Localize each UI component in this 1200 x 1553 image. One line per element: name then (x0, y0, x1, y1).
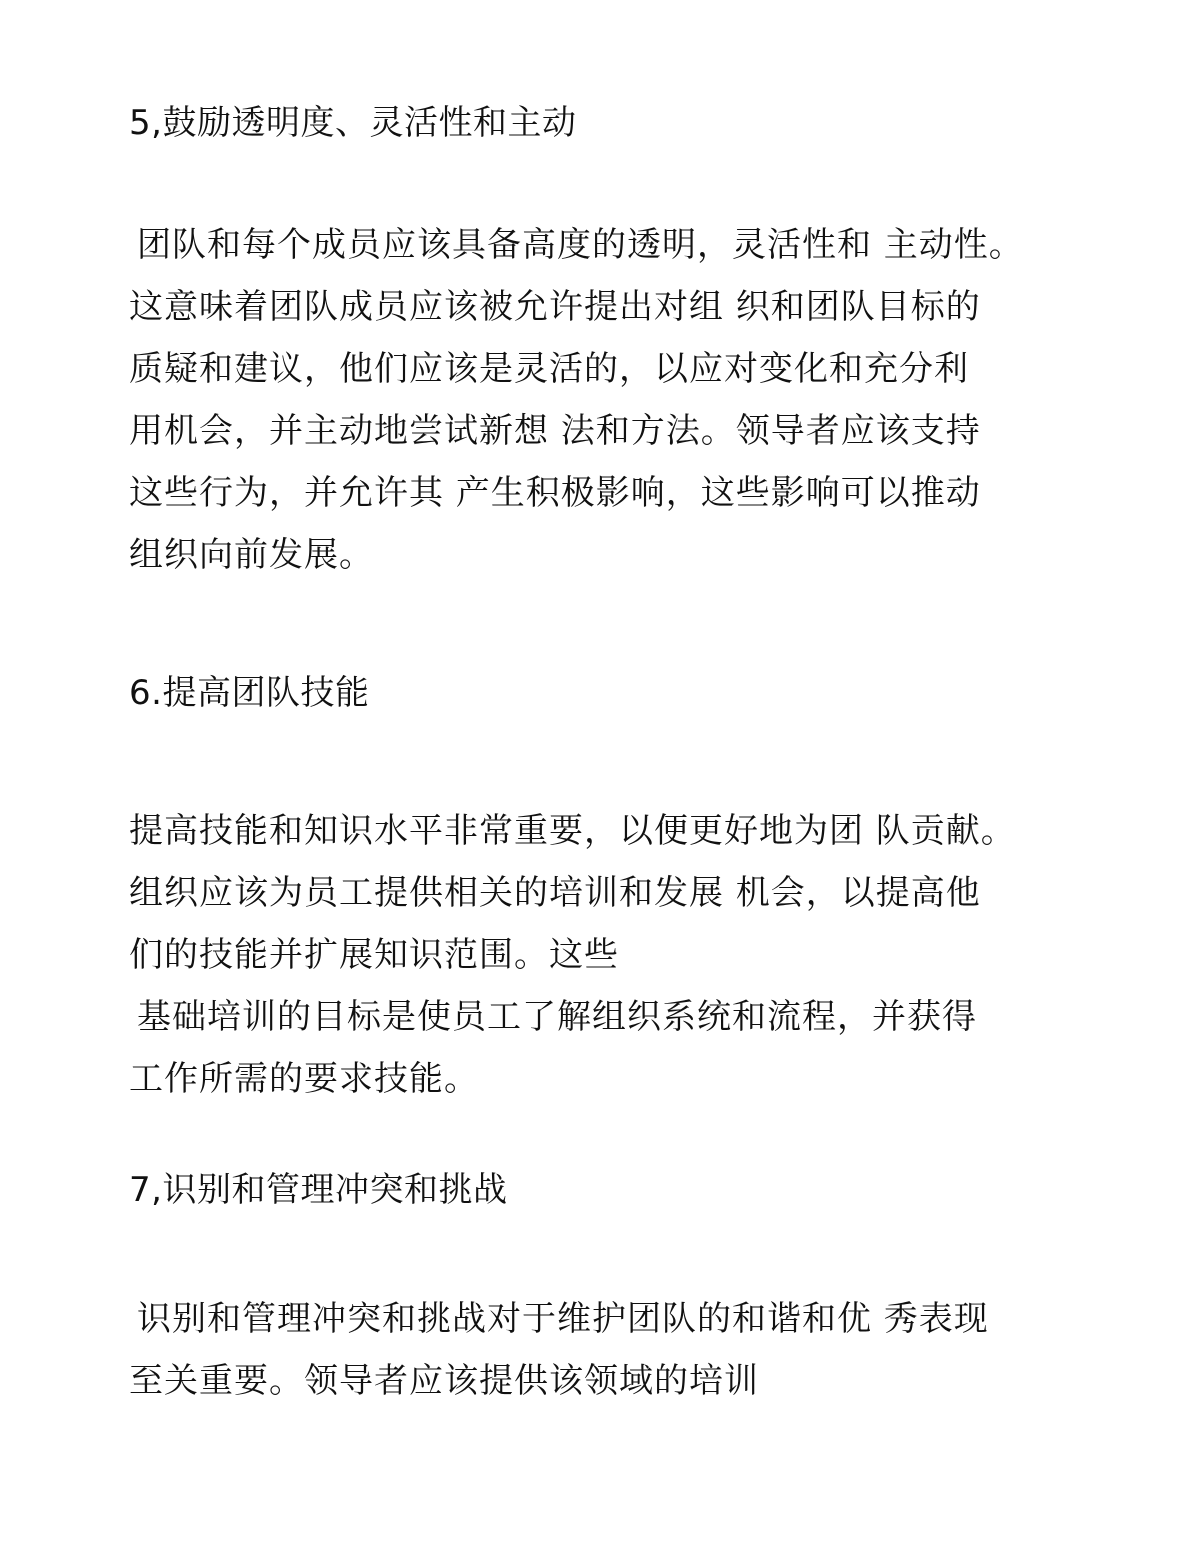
paragraph-line: 工作所需的要求技能。 (129, 1059, 479, 1099)
section-paragraph-6 (129, 800, 1129, 1110)
section-paragraph-5 (129, 214, 1129, 586)
paragraph-line: 团队和每个成员应该具备高度的透明，灵活性和 主动性。 (137, 225, 1024, 265)
paragraph-line: 质疑和建议，他们应该是灵活的，以应对变化和充分利 (129, 349, 969, 389)
paragraph-line: 组织应该为员工提供相关的培训和发展 机会，以提高他 (129, 873, 981, 913)
paragraph-line: 基础培训的目标是使员工了解组织系统和流程，并获得 (137, 997, 977, 1037)
section-heading-6: 6.提高团队技能 (129, 673, 370, 713)
paragraph-line: 这意味着团队成员应该被允许提出对组 织和团队目标的 (129, 287, 981, 327)
section-paragraph-7 (129, 1288, 1129, 1412)
paragraph-line: 至关重要。领导者应该提供该领域的培训 (129, 1361, 759, 1401)
paragraph-line: 这些行为，并允许其 产生积极影响，这些影响可以推动 (129, 473, 981, 513)
paragraph-line: 提高技能和知识水平非常重要，以便更好地为团 队贡献。 (129, 811, 1016, 851)
paragraph-line: 组织向前发展。 (129, 535, 374, 575)
section-heading-5: 5,鼓励透明度、灵活性和主动 (129, 103, 577, 143)
paragraph-line: 用机会，并主动地尝试新想 法和方法。领导者应该支持 (129, 411, 981, 451)
paragraph-line: 们的技能并扩展知识范围。这些 (129, 935, 619, 975)
section-heading-7: 7,识别和管理冲突和挑战 (129, 1170, 508, 1210)
paragraph-line: 识别和管理冲突和挑战对于维护团队的和谐和优 秀表现 (137, 1299, 989, 1339)
